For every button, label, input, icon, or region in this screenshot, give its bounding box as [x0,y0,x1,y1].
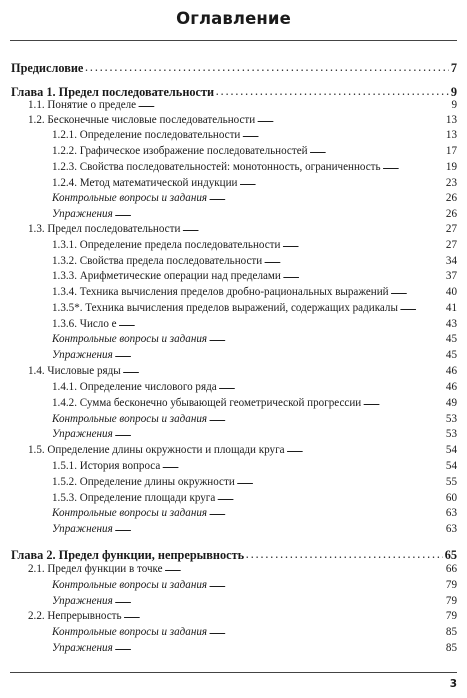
toc-entry-page: 27 [445,239,457,251]
toc-entry [52,428,457,441]
toc-entry [28,563,457,576]
dot-leader [209,625,444,638]
toc-entry [28,610,457,623]
toc-entry [52,579,457,592]
toc-entry-label: 1.4. Числовые ряды [28,365,121,377]
dot-leader [209,191,444,204]
toc-entry-page: 53 [445,428,457,440]
dot-leader [216,84,449,97]
toc-entry [52,255,457,268]
toc-entry-page: 17 [445,145,457,157]
toc-entry-page: 60 [445,492,457,504]
dot-leader [182,222,444,235]
toc-entry-label: 1.1. Понятие о пределе [28,99,137,111]
toc-entry-label: 1.4.2. Сумма бесконечно убывающей геометрической прогрессии [52,397,362,409]
dot-leader [209,332,444,345]
toc-entry-label: Контрольные вопросы и задания [52,192,208,204]
dot-leader [115,522,444,535]
toc-entry-page: 79 [445,610,457,622]
dot-leader [287,443,444,456]
toc-entry-page: 13 [445,129,457,141]
toc-entry-page: 55 [445,476,457,488]
toc-entry-label: Упражнения [52,428,113,440]
toc-entry [11,85,457,99]
dot-leader [115,348,444,361]
toc-entry-page: 49 [445,397,457,409]
toc-entry [52,413,457,426]
toc-entry [52,507,457,520]
toc-entry-page: 63 [445,523,457,535]
dot-leader [217,491,444,504]
toc-entry [52,161,457,174]
toc-entry-page: 7 [450,61,457,75]
toc-entry-label: 1.5.3. Определение площади круга [52,492,216,504]
toc-entry [52,145,457,158]
toc-entry-label: 2.1. Предел функции в точке [28,563,163,575]
toc-entry-page: 37 [445,270,457,282]
dot-leader [400,301,444,314]
toc-entry [52,333,457,346]
toc-entry-label: 1.3. Предел последовательности [28,223,181,235]
toc-entry-label: 1.5.1. История вопроса [52,460,161,472]
toc-entry-page: 79 [445,595,457,607]
toc-entry [52,302,457,315]
toc-entry [52,349,457,362]
toc-entry-label: 1.2.3. Свойства последовательностей: монотонность, ограниченность [52,161,381,173]
toc-entry [11,61,457,75]
toc-entry-page: 26 [445,208,457,220]
toc-entry [28,365,457,378]
toc-entry-label: 1.3.6. Число е [52,318,117,330]
dot-leader [242,128,444,141]
toc-entry [28,99,457,112]
dot-leader [115,594,444,607]
toc-entry-page: 45 [445,333,457,345]
toc-entry [52,192,457,205]
toc-entry-label: 1.5. Определение длины окружности и площади круга [28,444,285,456]
toc-entry-page: 19 [445,161,457,173]
toc-entry-label: Контрольные вопросы и задания [52,507,208,519]
toc-entry-label: Упражнения [52,523,113,535]
toc-entry-label: Упражнения [52,208,113,220]
toc-entry [52,397,457,410]
dot-leader [124,609,444,622]
dot-leader [209,506,444,519]
toc-entry-label: Контрольные вопросы и задания [52,626,208,638]
toc-entry [52,476,457,489]
toc-entry [28,114,457,127]
toc-entry-page: 85 [445,642,457,654]
toc-entry [52,381,457,394]
toc-entry-page: 23 [445,177,457,189]
dot-leader [85,60,448,73]
toc-entry-label: Глава 2. Предел функции, непрерывность [11,548,245,562]
toc-entry [52,642,457,655]
dot-leader [219,380,444,393]
dot-leader [115,641,444,654]
toc-entry-label: 1.2.2. Графическое изображение последовательностей [52,145,308,157]
dot-leader [115,427,444,440]
toc-entry [11,548,457,562]
dot-leader [310,144,444,157]
toc-entry-label: 1.5.2. Определение длины окружности [52,476,235,488]
toc-entry-label: Контрольные вопросы и задания [52,413,208,425]
dot-leader [363,396,444,409]
dot-leader [237,475,444,488]
toc-entry [52,318,457,331]
dot-leader [264,254,444,267]
dot-leader [123,364,444,377]
toc-entry-page: 46 [445,365,457,377]
dot-leader [246,547,443,560]
toc-entry-label: 1.3.2. Свойства предела последовательности [52,255,263,267]
dot-leader [165,562,444,575]
toc-entry-page: 85 [445,626,457,638]
toc-entry [52,492,457,505]
toc-entry-label: 1.2.1. Определение последовательности [52,129,241,141]
toc-entry-page: 9 [450,85,457,99]
dot-leader [282,238,443,251]
dot-leader [209,412,444,425]
toc-entry-page: 79 [445,579,457,591]
dot-leader [383,160,444,173]
toc-entry-label: 1.2.4. Метод математической индукции [52,177,238,189]
page-number: 3 [449,678,457,690]
toc-entry-page: 54 [445,460,457,472]
dot-leader [115,207,444,220]
toc-entry [52,239,457,252]
toc-entry-page: 63 [445,507,457,519]
toc-entry-page: 13 [445,114,457,126]
toc-entry-page: 43 [445,318,457,330]
toc-entry [28,444,457,457]
page-title: Оглавление [176,9,291,28]
toc-entry-page: 26 [445,192,457,204]
toc-entry-label: Упражнения [52,595,113,607]
toc-entry [52,177,457,190]
toc-entry [28,223,457,236]
toc-entry-page: 41 [445,302,457,314]
toc-entry-page: 27 [445,223,457,235]
toc-entry [52,270,457,283]
bottom-rule [10,672,457,673]
toc-entry-page: 66 [445,563,457,575]
toc-entry [52,595,457,608]
toc-entry-label: 1.3.3. Арифметические операции над пределами [52,270,281,282]
toc-entry-label: 1.3.5*. Техника вычисления пределов выражений, содержащих радикалы [52,302,398,314]
toc-entry-label: Упражнения [52,349,113,361]
toc-entry-label: 2.2. Непрерывность [28,610,122,622]
dot-leader [119,317,444,330]
dot-leader [209,578,444,591]
toc-entry-page: 53 [445,413,457,425]
dot-leader [283,269,444,282]
toc-entry-label: Предисловие [11,61,84,75]
toc-entry [52,626,457,639]
dot-leader [391,285,444,298]
toc-entry-page: 54 [445,444,457,456]
toc-entry-label: 1.3.1. Определение предела последовательности [52,239,281,251]
toc-entry-label: Контрольные вопросы и задания [52,579,208,591]
toc-entry [52,286,457,299]
toc-entry [52,460,457,473]
toc-entry-page: 34 [445,255,457,267]
toc-entry [52,208,457,221]
toc-entry-label: 1.3.4. Техника вычисления пределов дробно-рациональных выражений [52,286,389,298]
toc-entry-label: Упражнения [52,642,113,654]
top-rule [10,40,457,41]
toc-entry-page: 45 [445,349,457,361]
toc-entry-label: Глава 1. Предел последовательности [11,85,215,99]
dot-leader [257,113,444,126]
toc-entry-label: 1.4.1. Определение числового ряда [52,381,217,393]
toc-entry-page: 9 [451,99,457,111]
dot-leader [138,98,449,111]
toc-entry [52,129,457,142]
toc-entry [52,523,457,536]
toc-entry-page: 46 [445,381,457,393]
dot-leader [162,459,444,472]
toc-entry-page: 65 [444,548,457,562]
toc-entry-label: 1.2. Бесконечные числовые последовательности [28,114,256,126]
dot-leader [240,176,444,189]
toc-entry-label: Контрольные вопросы и задания [52,333,208,345]
toc-entry-page: 40 [445,286,457,298]
